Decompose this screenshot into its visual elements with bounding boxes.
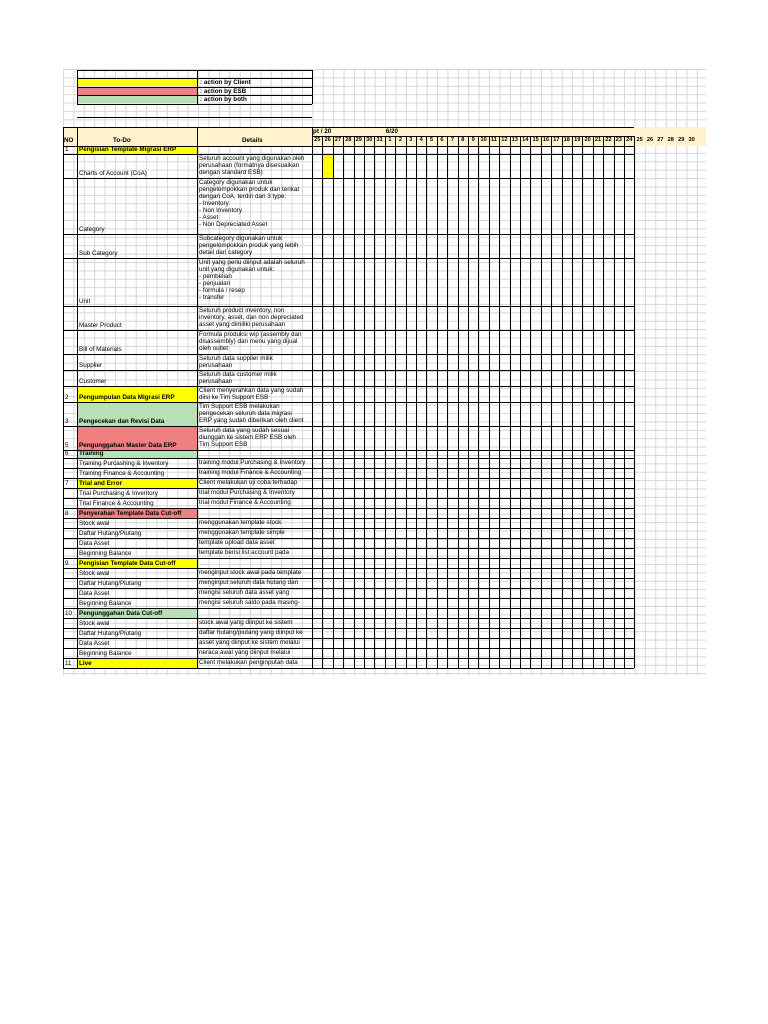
day-header: 22 (605, 137, 612, 143)
col-border (77, 127, 78, 668)
day-col-border (322, 136, 323, 668)
header-month-label: pt / 20 (313, 128, 332, 135)
day-header: 19 (574, 137, 581, 143)
day-header: 25 (314, 137, 321, 143)
task-details: training modul Finance & Accounting (199, 469, 302, 476)
row-border (63, 468, 634, 469)
task-details: Seluruh product inventory, non inventory, asset, dan non depreciated asset yang dimiliki perusahaan (199, 307, 304, 328)
row-border (63, 458, 634, 459)
row-number: 1 (65, 146, 69, 153)
task-details: template berisi list account pada (199, 549, 289, 556)
legend-swatch-esb (78, 88, 197, 95)
task-details: training modul Purchasing & Inventory (199, 459, 306, 466)
task-details: daftar hutang/piutang yang diinput ke (199, 629, 303, 636)
day-header: 15 (532, 137, 539, 143)
day-col-border (468, 136, 469, 668)
task-name: Pengisian Template Migrasi ERP (79, 146, 177, 153)
day-header: 6 (440, 137, 444, 143)
day-header: 20 (584, 137, 591, 143)
day-col-border (395, 136, 396, 668)
row-border (63, 618, 634, 619)
row-border (63, 518, 634, 519)
row-number: 9 (65, 560, 69, 567)
day-col-border (520, 136, 521, 668)
legend-label: : action by Client (200, 79, 251, 86)
row-number: 6 (65, 450, 69, 457)
day-header: 24 (626, 137, 633, 143)
task-name: Stock awal (79, 570, 110, 577)
task-details: menggunakan template stock (199, 519, 282, 526)
header-todo: To-Do (113, 137, 131, 144)
task-name: Daftar Hutang/Piutang (79, 580, 142, 587)
task-details (199, 147, 311, 148)
day-header: 23 (615, 137, 622, 143)
legend-border (77, 70, 312, 71)
day-col-border (489, 136, 490, 668)
border-line (63, 127, 634, 128)
row-border (63, 178, 634, 179)
task-details: Seluruh account yang digunakan oleh perusahaan (formatnya disesuaikan dengan standard ESB) (199, 155, 305, 176)
task-details: stock awal yang diinput ke sistem (199, 619, 293, 626)
row-number: 5 (65, 442, 69, 449)
day-header: 30 (688, 137, 695, 143)
col-border (197, 127, 198, 668)
day-col-border (458, 136, 459, 668)
task-name: Live (79, 660, 92, 667)
task-name: Beginning Balance (79, 650, 132, 657)
row-border (63, 548, 634, 549)
task-details: mengisi seluruh data asset yang (199, 589, 290, 596)
header-no: NO (64, 137, 74, 144)
day-col-border (426, 136, 427, 668)
task-details: menginput seluruh data hutang dan (199, 579, 299, 586)
row-border (63, 598, 634, 599)
day-col-border (603, 136, 604, 668)
task-details: Seluruh data supplier milik perusahaan (199, 355, 273, 369)
row-border (63, 488, 634, 489)
task-name: Pengumpulan Data Migrasi ERP (79, 394, 175, 401)
day-header: 3 (409, 137, 413, 143)
task-name: Stock awal (79, 520, 110, 527)
day-header: 29 (678, 137, 685, 143)
task-details: Client melakukan penginputan data (199, 659, 298, 666)
task-name: Training Purcashing & Inventory (79, 460, 169, 467)
task-name: Daftar Hutang/Piutang (79, 530, 142, 537)
day-col-border (634, 136, 635, 668)
row-border (63, 528, 634, 529)
day-col-border (541, 136, 542, 668)
task-name: Trial Finance & Accounting (79, 500, 154, 507)
day-header: 2 (398, 137, 402, 143)
row-border (63, 330, 634, 331)
task-name: Data Asset (79, 590, 110, 597)
day-col-border (343, 136, 344, 668)
day-col-border (624, 136, 625, 668)
task-name: Stock awal (79, 620, 110, 627)
day-header: 13 (511, 137, 518, 143)
task-name: Beginning Balance (79, 600, 132, 607)
day-col-border (354, 136, 355, 668)
day-header: 12 (501, 137, 508, 143)
task-name: Master Product (79, 322, 122, 329)
day-header: 5 (430, 137, 434, 143)
task-name: Daftar Hutang/Piutang (79, 630, 142, 637)
legend-label: : action by both (200, 96, 247, 103)
schedule-mark (323, 155, 332, 178)
task-details: menggunakan template simple (199, 529, 285, 536)
task-details (199, 609, 311, 610)
task-name: Supplier (79, 362, 103, 369)
border-line (77, 104, 312, 105)
task-details: neraca awal yang diinput melalui (199, 649, 291, 656)
row-border (63, 306, 634, 307)
row-border (63, 568, 634, 569)
task-name: Sub Category (79, 250, 118, 257)
task-details: Seluruh data yang sudah sesuai diunggah ke sistem ERP ESB oleh Tim Support ESB (199, 427, 296, 448)
header-details: Details (242, 137, 263, 144)
row-border (63, 258, 634, 259)
day-col-border (385, 136, 386, 668)
task-details (199, 509, 311, 510)
day-header: 30 (366, 137, 373, 143)
row-border (63, 578, 634, 579)
task-name: Training (79, 450, 104, 457)
day-header: 27 (657, 137, 664, 143)
day-header: 16 (542, 137, 550, 143)
day-col-border (374, 136, 375, 668)
row-border (63, 538, 634, 539)
task-details: menginput stock awal pada template (199, 569, 302, 576)
day-header: 10 (480, 137, 487, 143)
task-details: Client melakukan uji coba terhadap (199, 479, 298, 486)
row-number: 7 (65, 480, 69, 487)
border-line (77, 117, 312, 118)
legend-swatch-client (78, 79, 197, 86)
day-col-border (333, 136, 334, 668)
day-header: 28 (345, 137, 352, 143)
day-col-border (551, 136, 552, 668)
day-header: 11 (491, 137, 497, 143)
task-details: Formula produksi wip (assembly dan disassembly) dan menu yang dijual oleh outlet (199, 331, 302, 352)
day-header: 31 (376, 137, 383, 143)
task-name: Pengunggahan Data Cut-off (79, 610, 163, 617)
day-col-border (478, 136, 479, 668)
row-border (63, 354, 634, 355)
task-name: Pengunggahan Master Data ERP (79, 442, 177, 449)
day-header: 26 (646, 137, 654, 143)
day-col-border (562, 136, 563, 668)
task-name: Training Finance & Accounting (79, 470, 165, 477)
task-details: template upload data asset (199, 539, 275, 546)
task-details: Seluruh data customer milik perusahaan (199, 371, 277, 385)
row-border (63, 648, 634, 649)
task-name: Trial and Error (79, 480, 123, 487)
legend-label: : action by ESB (200, 87, 247, 95)
task-details: trial modul Purchasing & Inventory (199, 489, 295, 496)
legend-swatch-both (78, 96, 197, 103)
task-name: Trial Purchasing & Inventory (79, 490, 158, 497)
task-details: Category digunakan untuk pengelompokkan produk dan terikat dengan CoA, terdiri dari 3 type: - Inventory - Non Inventory - Asset - Non Depreciated Asset (199, 179, 300, 228)
day-header: 29 (355, 137, 362, 143)
day-col-border (582, 136, 583, 668)
day-header: 4 (419, 137, 423, 143)
day-header: 14 (522, 137, 529, 143)
task-name: Bill of Materials (79, 346, 122, 353)
day-header: 18 (563, 137, 570, 143)
border-line (197, 70, 198, 104)
task-name: Charts of Account (CoA) (79, 170, 147, 177)
day-header: 17 (553, 137, 560, 143)
border-line (77, 70, 78, 104)
task-details: trial modul Finance & Accounting (199, 499, 291, 506)
task-details: Subcategory digunakan untuk pengelompokkan produk yang lebih detail dari category (199, 235, 299, 256)
day-col-border (447, 136, 448, 668)
header-month-label: 6/20 (385, 128, 399, 135)
day-header: 26 (324, 137, 331, 143)
task-name: Pengisian Template Data Cut-off (79, 560, 176, 567)
task-details: Unit yang perlu diinput adalah seluruh unit yang digunakan untuk: - pembelian - penjualan - formula / resep - transfer (199, 259, 305, 301)
task-name: Data Asset (79, 640, 110, 647)
day-col-border (593, 136, 594, 668)
day-header: 21 (594, 137, 602, 143)
day-header: 28 (667, 137, 674, 143)
day-col-border (530, 136, 531, 668)
task-details (199, 559, 311, 560)
task-name: Beginning Balance (79, 550, 132, 557)
day-col-border (510, 136, 511, 668)
day-header: 27 (334, 137, 342, 143)
day-col-border (364, 136, 365, 668)
day-col-border (406, 136, 407, 668)
task-name: Penyerahan Template Data Cut-off (79, 510, 182, 517)
day-col-border (499, 136, 500, 668)
task-details: Tim Support ESB melakukan pengecekan seluruh data migrasi ERP yang sudah diberikan oleh client (199, 403, 304, 424)
row-border (63, 154, 634, 155)
task-details: mengisi seluruh saldo pada masing- (199, 599, 300, 606)
day-header: 7 (450, 137, 454, 143)
border-line (312, 70, 313, 104)
row-number: 10 (65, 610, 73, 617)
row-number: 11 (65, 660, 72, 667)
row-border (63, 628, 634, 629)
row-border (63, 234, 634, 235)
day-col-border (437, 136, 438, 668)
task-name: Data Asset (79, 540, 110, 547)
row-number: 8 (65, 510, 69, 517)
col-border (312, 127, 313, 668)
day-header: 8 (461, 137, 465, 143)
row-number: 3 (65, 418, 69, 425)
row-border (63, 638, 634, 639)
task-name: Unit (79, 298, 91, 305)
day-header: 1 (388, 137, 392, 143)
row-border (63, 668, 634, 669)
task-name: Category (79, 226, 105, 233)
task-details: asset yang diinput ke sistem melalui (199, 639, 300, 646)
row-border (63, 498, 634, 499)
task-name: Pengecekan dan Revisi Data (79, 418, 165, 425)
col-border (63, 127, 64, 668)
row-border (63, 588, 634, 589)
task-name: Customer (79, 378, 107, 385)
task-details: Client menyerahkan data yang sudah diisi ke Tim Support ESB (199, 387, 304, 401)
day-col-border (614, 136, 615, 668)
day-col-border (572, 136, 573, 668)
day-header: 25 (636, 137, 643, 143)
task-details (199, 451, 311, 452)
day-col-border (416, 136, 417, 668)
day-header: 9 (471, 137, 475, 143)
row-border (63, 370, 634, 371)
row-number: 2 (65, 394, 69, 401)
